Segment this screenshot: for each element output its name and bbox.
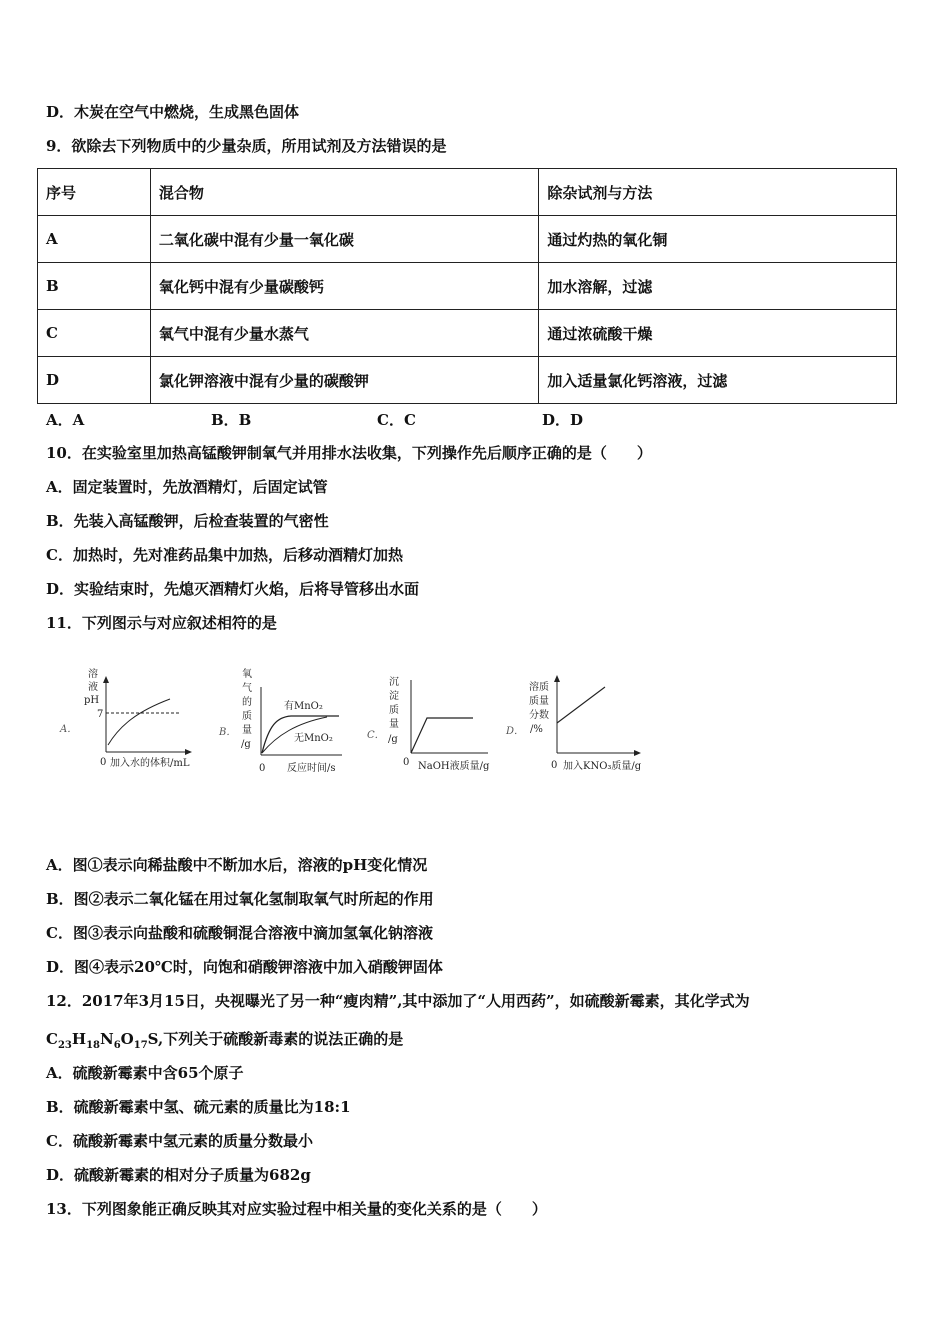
q10-option-b: B．先装入高锰酸钾，后检查装置的气密性	[46, 512, 329, 530]
chart-b-origin: 0	[259, 763, 266, 774]
chart-b-ylabel-2: 气	[242, 683, 252, 694]
chart-c-ylabel-1: 沉	[389, 677, 399, 688]
chart-c-curve	[411, 718, 473, 753]
q12-stem-line1: 12．2017年3月15日，央视曝光了另一种“瘦肉精”,其中添加了“人用西药”，如硫酸新霉素，其化学式为	[46, 992, 750, 1010]
chart-a-y-arrow	[103, 676, 109, 683]
formula-element-n: N	[99, 1030, 114, 1048]
table-header-row	[38, 169, 897, 216]
chart-b-ylabel-6: /g	[241, 739, 251, 750]
q11-stem: 11．下列图示与对应叙述相符的是	[46, 614, 277, 632]
table-cell: 加水溶解，过滤	[539, 263, 897, 310]
q11-option-d: D．图④表示20℃时，向饱和硝酸钾溶液中加入硝酸钾固体	[46, 958, 443, 976]
formula-count-n: 6	[113, 1040, 121, 1051]
chart-d-ylabel-3: 分数	[529, 710, 549, 721]
q12-stem-rest: ,下列关于硫酸新毒素的说法正确的是	[157, 1030, 404, 1048]
chart-b-tag: B．	[219, 727, 237, 738]
q12-option-a: A．硫酸新霉素中含65个原子	[46, 1064, 244, 1082]
table-header-cell: 除杂试剂与方法	[539, 169, 897, 216]
chart-c-ylabel-2: 淀	[389, 691, 399, 702]
q11-option-a: A．图①表示向稀盐酸中不断加水后，溶液的pH变化情况	[46, 856, 428, 874]
q10-option-d: D．实验结束时，先熄灭酒精灯火焰，后将导管移出水面	[46, 580, 420, 598]
q9-option-d: D．D	[542, 411, 584, 429]
chart-d-ylabel-4: /%	[530, 724, 543, 735]
q11-option-b: B．图②表示二氧化锰在用过氧化氢制取氧气时所起的作用	[46, 890, 434, 908]
chart-b-ylabel-3: 的	[242, 697, 252, 708]
table-cell: 通过灼热的氧化铜	[539, 216, 897, 263]
chart-b-label-with-mno2: 有MnO₂	[284, 701, 323, 712]
q11-chart-b	[217, 665, 352, 780]
q8-option-d: D．木炭在空气中燃烧，生成黑色固体	[46, 103, 300, 121]
chart-d-x-arrow	[634, 750, 641, 756]
chart-b-label-without-mno2: 无MnO₂	[294, 733, 333, 744]
chart-d-ylabel-2: 质量	[529, 696, 549, 707]
chart-b-xlabel: 反应时间/s	[287, 763, 336, 774]
table-row	[38, 263, 897, 310]
formula-count-o: 17	[133, 1040, 148, 1051]
chart-a-tick-7: 7	[97, 709, 104, 720]
chart-d-origin: 0	[551, 760, 558, 771]
chart-d-curve	[557, 687, 605, 723]
chart-a-ylabel-1: 溶	[88, 669, 98, 680]
chart-a-tag: A．	[60, 724, 78, 735]
chart-a-origin: 0	[100, 757, 107, 768]
table-row	[38, 216, 897, 263]
formula-element-c: C	[46, 1030, 58, 1048]
q9-option-a: A．A	[46, 411, 85, 429]
chart-d-tag: D．	[506, 726, 525, 737]
table-row	[38, 310, 897, 357]
table-row	[38, 357, 897, 404]
chart-b-ylabel-4: 质	[242, 711, 252, 722]
table-cell: C	[38, 310, 151, 357]
table-cell: 二氧化碳中混有少量一氧化碳	[150, 216, 539, 263]
formula-count-h: 18	[86, 1040, 100, 1051]
table-cell: A	[38, 216, 151, 263]
table-cell: 氧化钙中混有少量碳酸钙	[150, 263, 539, 310]
table-cell: 通过浓硫酸干燥	[539, 310, 897, 357]
table-cell: B	[38, 263, 151, 310]
table-cell: D	[38, 357, 151, 404]
chart-b-ylabel-5: 量	[242, 725, 252, 736]
chart-a-xlabel: 加入水的体积/mL	[110, 758, 190, 769]
formula-element-s: S	[147, 1030, 158, 1048]
q10-option-a: A．固定装置时，先放酒精灯，后固定试管	[46, 478, 328, 496]
table-cell: 氯化钾溶液中混有少量的碳酸钾	[150, 357, 539, 404]
table-cell: 氧气中混有少量水蒸气	[150, 310, 539, 357]
q9-table	[37, 168, 897, 404]
q11-chart-d	[503, 665, 653, 780]
q12-stem-line2	[46, 1029, 403, 1056]
chart-a-ylabel-3: pH	[84, 695, 100, 706]
q12-option-b: B．硫酸新霉素中氢、硫元素的质量比为18:1	[46, 1098, 351, 1116]
chart-d-ylabel-1: 溶质	[529, 682, 549, 693]
chart-d-xlabel: 加入KNO₃质量/g	[563, 761, 642, 772]
q11-chart-c	[363, 665, 498, 780]
q12-option-c: C．硫酸新霉素中氢元素的质量分数最小	[46, 1132, 313, 1150]
chart-c-tag: C．	[367, 730, 385, 741]
chart-a-curve	[108, 699, 170, 745]
chart-c-ylabel-4: 量	[389, 719, 399, 730]
chart-b-ylabel-1: 氧	[242, 669, 252, 680]
chart-c-ylabel-3: 质	[389, 705, 399, 716]
q10-option-c: C．加热时，先对准药品集中加热，后移动酒精灯加热	[46, 546, 403, 564]
q9-stem: 9．欲除去下列物质中的少量杂质，所用试剂及方法错误的是	[46, 137, 447, 155]
q11-option-c: C．图③表示向盐酸和硫酸铜混合溶液中滴加氢氧化钠溶液	[46, 924, 433, 942]
formula-element-o: O	[120, 1030, 134, 1048]
chart-a-x-arrow	[185, 749, 192, 755]
q10-stem: 10．在实验室里加热高锰酸钾制氧气并用排水法收集，下列操作先后顺序正确的是（ ）	[46, 444, 652, 462]
q9-option-b: B．B	[211, 411, 252, 429]
chart-c-origin: 0	[403, 757, 410, 768]
q13-stem: 13．下列图象能正确反映其对应实验过程中相关量的变化关系的是（ ）	[46, 1200, 547, 1218]
chart-c-xlabel: NaOH液质量/g	[418, 761, 490, 772]
q9-option-c: C．C	[377, 411, 416, 429]
table-cell: 加入适量氯化钙溶液，过滤	[539, 357, 897, 404]
chart-d-y-arrow	[554, 675, 560, 682]
chart-a-ylabel-2: 液	[88, 682, 98, 693]
q12-option-d: D．硫酸新霉素的相对分子质量为682g	[46, 1166, 311, 1184]
formula-count-c: 23	[57, 1040, 72, 1051]
table-header-cell: 混合物	[150, 169, 539, 216]
q11-chart-a	[58, 665, 208, 775]
formula-element-h: H	[71, 1030, 87, 1048]
chart-c-ylabel-5: /g	[388, 734, 398, 745]
table-header-cell: 序号	[38, 169, 151, 216]
